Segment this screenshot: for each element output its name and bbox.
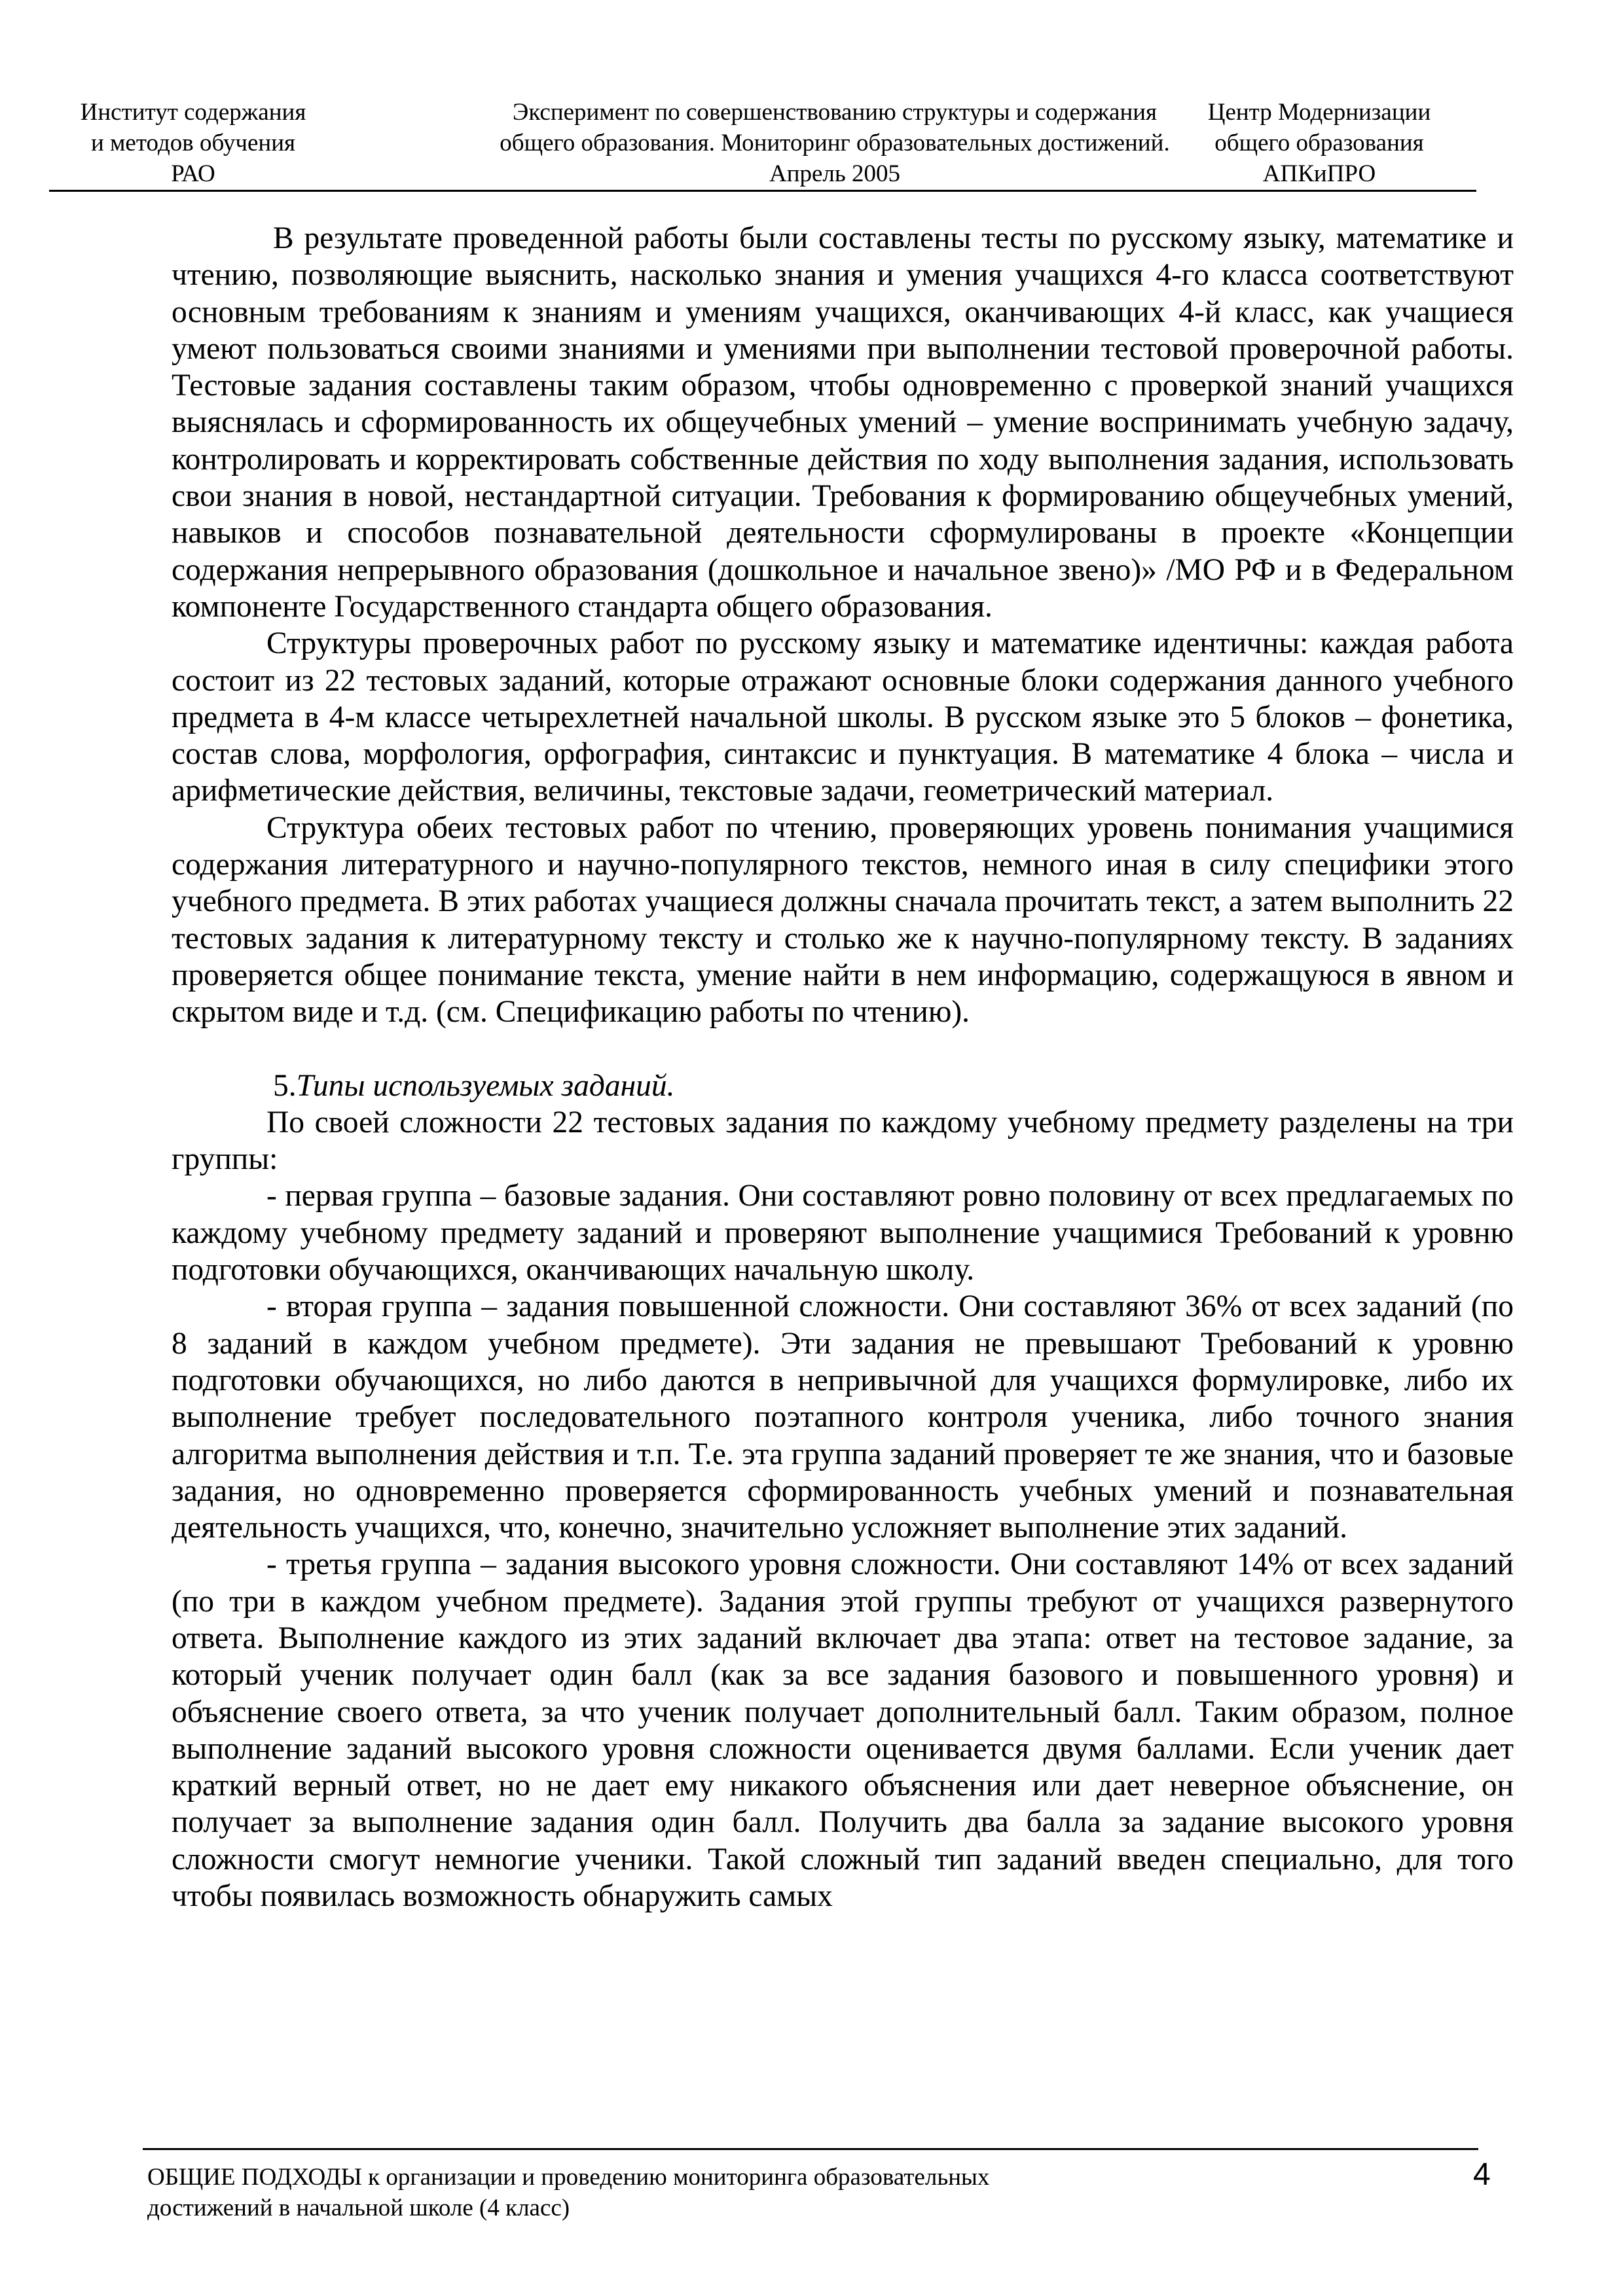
page-number: 4 xyxy=(1473,2157,1491,2192)
header-center-line: Апрель 2005 xyxy=(769,160,901,187)
header-right-line: Центр Модернизации xyxy=(1207,99,1431,126)
header-right-line: АПКиПРО xyxy=(1262,160,1376,187)
section-title: Типы используемых заданий. xyxy=(296,1068,675,1103)
header-institute xyxy=(49,97,337,189)
header-left-line: Институт содержания xyxy=(80,99,306,126)
body-paragraph: В результате проведенной работы были составлены тесты по русскому языку, математике и чтению, позволяющие выяснить, насколько знания и умения учащихся 4-го класса соответствуют основным требованиям к знаниям и умениям учащихся, оканчивающих 4-й класс, как учащиеся умеют пользоваться своими знаниями и умениями при выполнении тестовой проверочной работы. Тестовые задания составлены таким образом, чтобы одновременно с проверкой знаний учащихся выяснялась и сформированность их общеучебных умений – умение воспринимать учебную задачу, контролировать и корректировать собственные действия по ходу выполнения задания, использовать свои знания в новой, нестандартной ситуации. Требования к формированию общеучебных умений, навыков и способов познавательной деятельности сформулированы в проекте «Концепции содержания непрерывного образования (дошкольное и начальное звено)» /МО РФ и в Федеральном компоненте Государственного стандарта общего образования. xyxy=(172,221,1514,624)
footer-title-line: достижений в начальной школе (4 класс) xyxy=(147,2195,570,2221)
header-right-line: общего образования xyxy=(1214,130,1424,156)
header-left-line: РАО xyxy=(171,160,215,187)
body-paragraph: Структуры проверочных работ по русскому языку и математике идентичны: каждая работа состоит из 22 тестовых заданий, которые отражают основные блоки содержания данного учебного предмета в 4-м классе четырехлетней начальной школы. В русском языке это 5 блоков – фонетика, состав слова, морфология, орфография, синтаксис и пунктуация. В математике 4 блока – числа и арифметические действия, величины, текстовые задачи, геометрический материал. xyxy=(172,626,1514,808)
header-center-org xyxy=(1162,97,1476,189)
list-item: - вторая группа – задания повышенной сложности. Они составляют 36% от всех заданий (по 8 заданий в каждом учебном предмете). Эти задания не превышают Требований к уровню подготовки обучающихся, но либо даются в непривычной для учащихся формулировке, либо их выполнение требует последовательного поэтапного контроля ученика, либо точного знания алгоритма выполнения действия и т.п. Т.е. эта группа заданий проверяет те же знания, что и базовые задания, но одновременно проверяется сформированность учебных умений и познавательная деятельность учащихся, что, конечно, значительно усложняет выполнение этих заданий. xyxy=(172,1289,1514,1545)
section-number: 5. xyxy=(273,1068,297,1103)
list-item: - первая группа – базовые задания. Они составляют ровно половину от всех предлагаемых по каждому учебному предмету заданий и проверяют выполнение учащимися Требований к уровню подготовки обучающихся, оканчивающих начальную школу. xyxy=(172,1179,1514,1287)
list-item: - третья группа – задания высокого уровня сложности. Они составляют 14% от всех заданий (по три в каждом учебном предмете). Задания этой группы требуют от учащихся развернутого ответа. Выполнение каждого из этих заданий включает два этапа: ответ на тестовое задание, за который ученик получает один балл (как за все задания базового и повышенного уровня) и объяснение своего ответа, за что ученик получает дополнительный балл. Таким образом, полное выполнение заданий высокого уровня сложности оценивается двумя баллами. Если ученик дает краткий верный ответ, но не дает ему никакого объяснения или дает неверное объяснение, он получает за выполнение задания один балл. Получить два балла за задание высокого уровня сложности смогут немногие ученики. Такой сложный тип заданий введен специально, для того чтобы появилась возможность обнаружить самых xyxy=(172,1547,1514,1914)
page-header xyxy=(49,97,1476,192)
header-experiment xyxy=(376,97,1293,189)
footer-divider xyxy=(143,2148,1478,2150)
body-paragraph: Структура обеих тестовых работ по чтению, проверяющих уровень понимания учащимися содержания литературного и научно-популярного текстов, немного иная в силу специфики этого учебного предмета. В этих работах учащиеся должны сначала прочитать текст, а затем выполнить 22 тестовых задания к литературному тексту и столько же к научно-популярному тексту. В заданиях проверяется общее понимание текста, умение найти в нем информацию, содержащуюся в явном и скрытом виде и т.д. (см. Спецификацию работы по чтению). xyxy=(172,810,1514,1030)
header-center-line: Эксперимент по совершенствованию структуры и содержания xyxy=(512,99,1158,126)
paragraph-gap xyxy=(172,1031,1514,1067)
header-left-line: и методов обучения xyxy=(90,130,296,156)
section-heading xyxy=(172,1067,1514,1104)
body-paragraph: По своей сложности 22 тестовых задания по каждому учебному предмету разделены на три группы: xyxy=(172,1105,1514,1177)
page-footer xyxy=(147,2162,1391,2223)
document-body xyxy=(172,220,1514,1914)
footer-title-line: ОБЩИЕ ПОДХОДЫ к организации и проведению мониторинга образовательных xyxy=(147,2164,990,2191)
header-center-line: общего образования. Мониторинг образовательных достижений. xyxy=(500,130,1170,156)
